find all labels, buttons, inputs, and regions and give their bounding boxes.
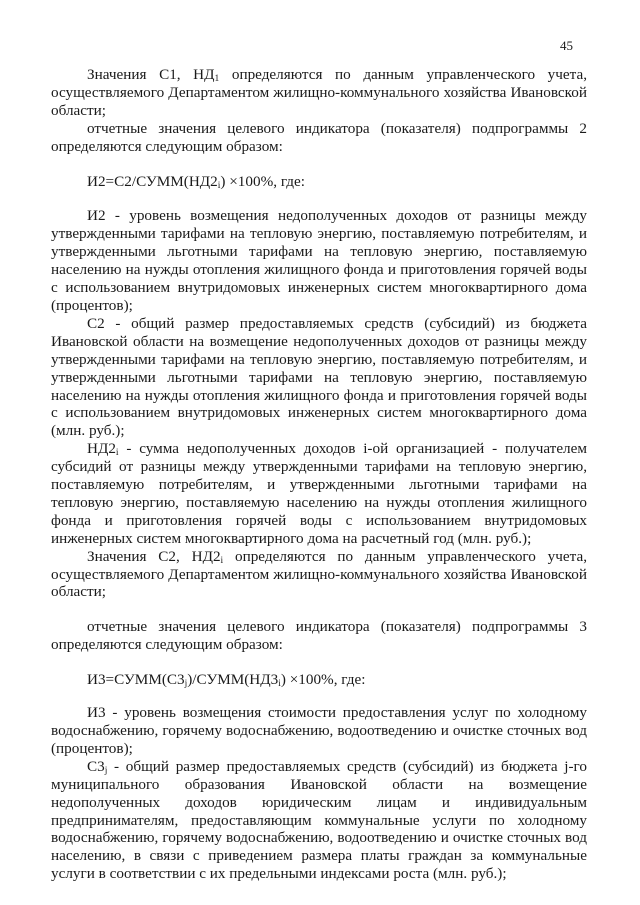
paragraph-i3-definition: И3 - уровень возмещения стоимости предоставления услуг по холодному водоснабжению, горячему водоснабжению, водоотведению и очистке сточных вод (процентов); [51, 704, 587, 757]
paragraph-subprogram2-intro: отчетные значения целевого индикатора (показателя) подпрограммы 2 определяются следующим образом: [51, 119, 587, 155]
page-number: 45 [560, 38, 573, 53]
formula-i2: $И2=С2/СУММ(НД2_i) \times 100\%$, где: [87, 172, 305, 191]
paragraph-c2-definition: С2 - общий размер предоставляемых средств (субсидий) из бюджета Ивановской области на возмещение недополученных доходов от разницы между утвержденными тарифами на тепловую энергию, поставляемую потребителям, и утвержденными льготными тарифами на тепловую энергию, поставляемую населению на нужды отопления жилищного фонда и приготовления горячей воды с использованием внутридомовых инженерных систем многоквартирного дома (млн. руб.); [51, 314, 587, 440]
paragraph-nd2-definition: $НД2_i$ - сумма недополученных доходов i-ой организацией - получателем субсидий от разницы между утвержденными тарифами на тепловую энергию, поставляемую потребителям, и утвержденными льготными тарифами на тепловую энергию, поставляемую населению на нужды отопления жилищного фонда и приготовления горячей воды с использованием внутридомовых инженерных систем многоквартирного дома на расчетный год (млн. руб.); [51, 440, 587, 547]
formula-i3: $И3=СУММ(С3_j)/СУММ(НД3_i) \times 100\%$, где: [87, 671, 366, 690]
paragraph-c2-values: Значения С2, $НД2_i$ определяются по данным управленческого учета, осуществляемого Департаментом жилищно-коммунального хозяйства Ивановской области; [51, 547, 588, 601]
document-body [51, 66, 587, 883]
paragraph-i2-definition: И2 - уровень возмещения недополученных доходов от разницы между утвержденными тарифами на тепловую энергию, поставляемую потребителям, и утвержденными льготными тарифами на тепловую энергию, поставляемую населению на нужды отопления жилищного фонда и приготовления горячей воды с использованием внутридомовых инженерных систем многоквартирного дома (процентов); [51, 207, 587, 314]
paragraph-c1-values: Значения С1, $НД_1$ определяются по данным управленческого учета, осуществляемого Департаментом жилищно-коммунального хозяйства Ивановской области; [51, 66, 587, 119]
paragraph-c3-definition: $С3_j$ - общий размер предоставляемых средств (субсидий) из бюджета j-го муниципального образования Ивановской области на возмещение недополученных доходов юридическим лицам и индивидуальным предпринимателям, предоставляющим коммунальные услуги по холодному водоснабжению, горячему водоснабжению, водоотведению и очистке сточных вод населению, в связи с приведением размера платы граждан за коммунальные услуги в соответствии с их предельными индексами роста (млн. руб.); [51, 757, 587, 883]
paragraph-subprogram3-intro: отчетные значения целевого индикатора (показателя) подпрограммы 3 определяются следующим образом: [51, 618, 587, 654]
